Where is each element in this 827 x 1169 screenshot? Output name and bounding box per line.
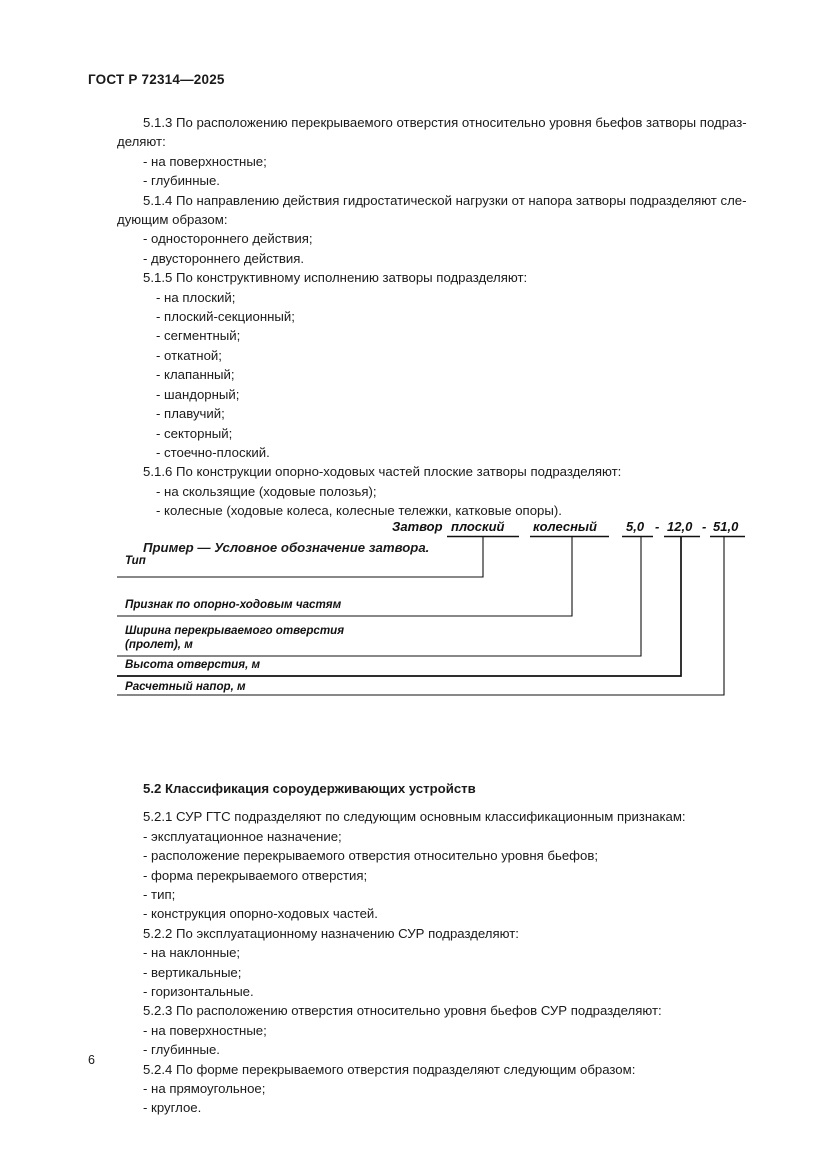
paragraph-5-1-6: 5.1.6 По конструкции опорно-ходовых частей плоские затворы подразделяют: xyxy=(143,464,622,480)
list-item: - расположение перекрываемого отверстия относительно уровня бьефов; xyxy=(143,848,599,864)
paragraph-5-1-3-continuation: деляют: xyxy=(117,134,166,150)
paragraph-5-1-3: 5.1.3 По расположению перекрываемого отверстия относительно уровня бьефов затворы подраз- xyxy=(143,115,747,130)
page-number: 6 xyxy=(88,1053,95,1067)
leader-label-width-line2: (пролет), м xyxy=(125,638,193,651)
list-item: - сегментный; xyxy=(156,328,241,344)
paragraph-5-2-4: 5.2.4 По форме перекрываемого отверстия подразделяют следующим образом: xyxy=(143,1061,636,1077)
list-item: - секторный; xyxy=(156,425,233,441)
list-item: - на наклонные; xyxy=(143,945,241,961)
paragraph-5-2-1: 5.2.1 СУР ГТС подразделяют по следующим основным классификационным признакам: xyxy=(143,809,686,825)
list-item: - глубинные. xyxy=(143,1042,220,1058)
leader-label-opornohodovye: Признак по опорно-ходовым частям xyxy=(125,598,342,611)
designation-number-width: 5,0 xyxy=(626,519,645,534)
list-item: - стоечно-плоский. xyxy=(156,444,270,460)
page-content xyxy=(117,113,769,1118)
leader-label-tip: Тип xyxy=(125,554,146,567)
list-item: - конструкция опорно-ходовых частей. xyxy=(143,906,378,922)
list-item: - горизонтальные. xyxy=(143,984,254,999)
section-heading-5-2: 5.2 Классификация сороудерживающих устройств xyxy=(143,780,476,796)
designation-number-head: 51,0 xyxy=(713,519,739,534)
leader-label-head: Расчетный напор, м xyxy=(125,680,246,693)
list-item: - тип; xyxy=(143,886,176,902)
list-item: - двустороннего действия. xyxy=(143,250,305,266)
list-item: - одностороннего действия; xyxy=(143,231,313,247)
document-header-standard-number: ГОСТ Р 72314—2025 xyxy=(88,72,225,87)
leader-label-width-line1: Ширина перекрываемого отверстия xyxy=(125,624,345,637)
leader-label-height: Высота отверстия, м xyxy=(125,658,261,671)
list-item: - на поверхностные; xyxy=(143,1022,267,1038)
designation-dash-2: - xyxy=(702,519,707,534)
designation-dash-1: - xyxy=(655,519,660,534)
example-caption: Пример — Условное обозначение затвора. xyxy=(143,539,430,555)
paragraph-5-1-5: 5.1.5 По конструктивному исполнению затворы подразделяют: xyxy=(143,270,528,286)
designation-number-height: 12,0 xyxy=(667,519,693,534)
list-item: - форма перекрываемого отверстия; xyxy=(143,867,368,883)
list-item: - глубинные. xyxy=(143,173,220,189)
designation-diagram-spacer xyxy=(117,557,769,779)
list-item: - откатной; xyxy=(156,347,222,363)
list-item: - вертикальные; xyxy=(143,964,242,980)
list-item: - колесные (ходовые колеса, колесные тележки, катковые опоры). xyxy=(156,503,562,519)
list-item: - на поверхностные; xyxy=(143,153,267,169)
paragraph-5-2-2: 5.2.2 По эксплуатационному назначению СУР подразделяют: xyxy=(143,925,519,941)
list-item: - плавучий; xyxy=(156,406,225,422)
paragraph-5-1-4-continuation: дующим образом: xyxy=(117,212,228,228)
list-item: - на плоский; xyxy=(156,289,236,305)
paragraph-5-1-4: 5.1.4 По направлению действия гидростатической нагрузки от напора затворы подразделяют сле- xyxy=(143,192,747,208)
designation-word-ploskiy: плоский xyxy=(451,519,505,534)
paragraph-5-2-3: 5.2.3 По расположению отверстия относительно уровня бьефов СУР подразделяют: xyxy=(143,1003,662,1019)
list-item: - шандорный; xyxy=(156,386,240,402)
list-item: - эксплуатационное назначение; xyxy=(143,828,342,844)
list-item: - круглое. xyxy=(143,1100,202,1116)
list-item: - на скользящие (ходовые полозья); xyxy=(156,483,377,499)
designation-word-zatvor: Затвор xyxy=(392,519,443,534)
list-item: - на прямоугольное; xyxy=(143,1081,266,1097)
list-item: - плоский-секционный; xyxy=(156,309,295,325)
list-item: - клапанный; xyxy=(156,367,235,383)
designation-word-kolesnyy: колесный xyxy=(533,519,597,534)
